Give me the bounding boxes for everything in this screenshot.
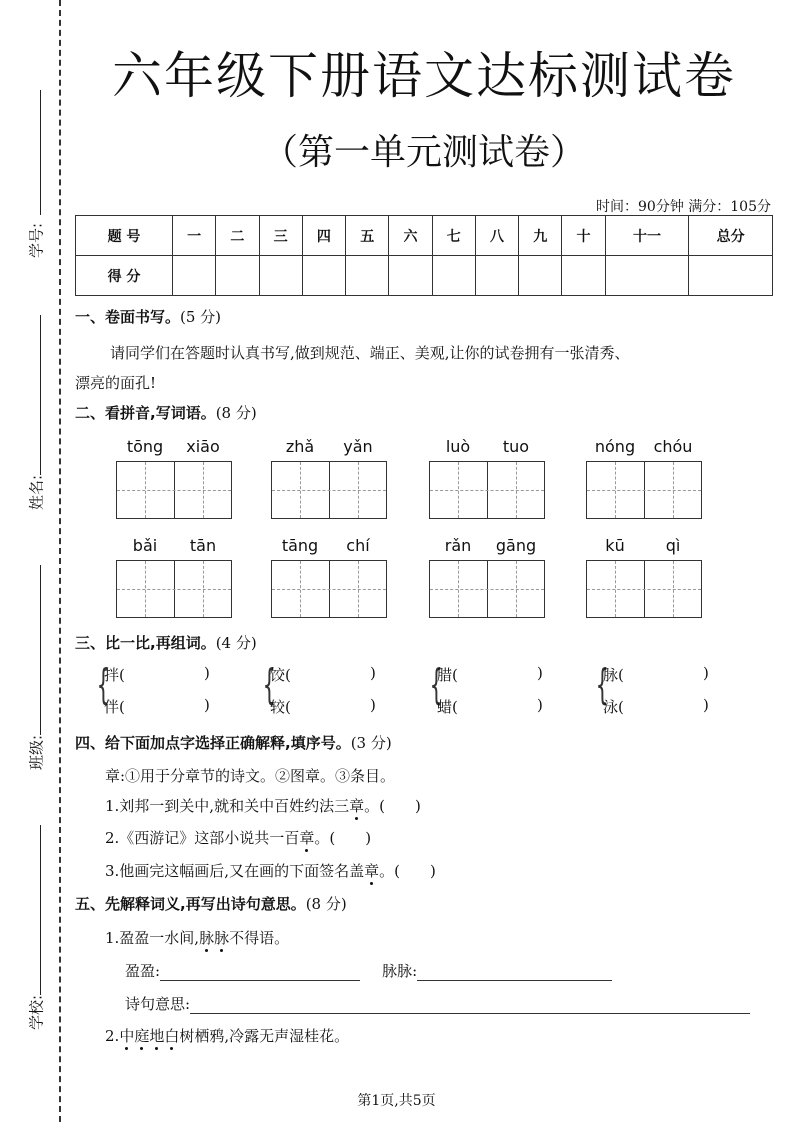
score-cell[interactable]	[605, 256, 689, 296]
answer-blank-close[interactable]: )	[703, 696, 709, 714]
dotted-char: 白	[164, 1027, 180, 1045]
q-text: 1.刘邦一到关中,就和关中百姓约法三	[105, 797, 350, 815]
pinyin: zhǎ	[285, 437, 315, 456]
class-line	[40, 565, 41, 735]
q-text: 2.《西游记》这部小说共一百	[105, 829, 300, 847]
brace: {	[595, 660, 610, 709]
row-label: 得 分	[76, 256, 173, 296]
header-cell: 题 号	[76, 216, 173, 256]
name-line	[40, 315, 41, 475]
writing-grid[interactable]	[116, 461, 232, 519]
header-cell: 十	[562, 216, 605, 256]
answer-blank[interactable]: 。( )	[364, 797, 421, 815]
header-cell: 十一	[605, 216, 689, 256]
header-cell: 四	[302, 216, 345, 256]
page-footer: 第1页,共5页	[357, 1093, 436, 1109]
score-cell[interactable]	[519, 256, 562, 296]
section-1-text: 请同学们在答题时认真书写,做到规范、端正、美观,让你的试卷拥有一张清秀、	[110, 344, 630, 362]
pinyin: qì	[665, 536, 681, 555]
label-maimai: 脉脉:	[382, 962, 418, 980]
page-subtitle: （第一单元测试卷）	[261, 132, 586, 173]
compare-char: 伴(	[104, 698, 125, 716]
score-cell[interactable]	[259, 256, 302, 296]
writing-grid[interactable]	[271, 560, 387, 618]
section-1-text-2: 漂亮的面孔!	[75, 374, 157, 392]
brace: {	[429, 660, 444, 709]
definition-line: 章:①用于分章节的诗文。②图章。③条目。	[105, 767, 396, 785]
compare-char: 腊(	[437, 666, 458, 684]
question-5-2	[105, 1025, 349, 1046]
school-line	[40, 825, 41, 995]
dotted-char: 庭	[134, 1027, 150, 1045]
points: (8 分)	[305, 895, 347, 913]
question-4-1	[105, 795, 421, 816]
q-text: 树栖鸦,冷露无声湿桂花。	[179, 1027, 350, 1045]
points: (4 分)	[215, 634, 257, 652]
compare-char: 较(	[270, 698, 291, 716]
dotted-char: 章	[299, 829, 315, 847]
student-no-label: 学号:	[27, 222, 46, 259]
pinyin: nóng	[594, 437, 636, 456]
dotted-char: 中	[119, 1027, 135, 1045]
answer-blank-close[interactable]: )	[703, 664, 709, 682]
answer-blank-close[interactable]: )	[370, 664, 376, 682]
pinyin: luò	[445, 437, 471, 456]
question-4-2	[105, 827, 371, 848]
pinyin: tān	[189, 536, 217, 555]
page-title: 六年级下册语文达标测试卷	[112, 47, 736, 105]
answer-blank-close[interactable]: )	[537, 696, 543, 714]
pinyin: tāng	[281, 536, 319, 555]
answer-blank-close[interactable]: )	[204, 696, 210, 714]
pinyin: tōng	[126, 437, 164, 456]
score-cell[interactable]	[562, 256, 605, 296]
dotted-char: 脉	[214, 929, 230, 947]
header-cell: 八	[475, 216, 518, 256]
pinyin: xiāo	[186, 437, 220, 456]
pinyin: chóu	[653, 437, 693, 456]
compare-char: 拌(	[104, 666, 125, 684]
answer-line-yingying[interactable]	[160, 966, 360, 981]
score-cell[interactable]	[475, 256, 518, 296]
score-table-row	[76, 256, 773, 296]
student-no-line	[40, 90, 41, 215]
score-cell[interactable]	[216, 256, 259, 296]
dotted-chars	[119, 1027, 179, 1045]
answer-blank-close[interactable]: )	[370, 696, 376, 714]
header-cell: 二	[216, 216, 259, 256]
section-5-heading	[75, 893, 347, 914]
header-cell: 三	[259, 216, 302, 256]
points: (3 分)	[350, 734, 392, 752]
time-info: 时间：90分钟 满分：105分	[596, 199, 771, 215]
header-cell: 七	[432, 216, 475, 256]
writing-grid[interactable]	[429, 560, 545, 618]
label-meaning: 诗句意思:	[125, 995, 191, 1013]
header-cell: 总分	[689, 216, 773, 256]
answer-line-meaning[interactable]	[190, 999, 750, 1014]
header-cell: 一	[173, 216, 216, 256]
dotted-char: 章	[364, 862, 380, 880]
compare-char: 泳(	[603, 698, 624, 716]
pinyin: yǎn	[343, 437, 373, 456]
header-cell: 五	[346, 216, 389, 256]
compare-char: 饺(	[270, 666, 291, 684]
q-text: 不得语。	[229, 929, 290, 947]
answer-blank[interactable]: 。( )	[314, 829, 372, 847]
writing-grid[interactable]	[586, 461, 702, 519]
pinyin: tuo	[502, 437, 530, 456]
points: (5 分)	[180, 308, 222, 326]
pinyin: kū	[605, 536, 625, 555]
dotted-chars	[199, 929, 229, 947]
points: (8 分)	[215, 404, 257, 422]
score-cell[interactable]	[432, 256, 475, 296]
writing-grid[interactable]	[116, 560, 232, 618]
heading-text: 四、给下面加点字选择正确解释,填序号。	[75, 734, 351, 752]
question-4-3	[105, 860, 436, 881]
writing-grid[interactable]	[271, 461, 387, 519]
heading-text: 一、卷面书写。	[75, 308, 181, 326]
heading-text: 三、比一比,再组词。	[75, 634, 216, 652]
heading-text: 五、先解释词义,再写出诗句意思。	[75, 895, 306, 913]
answer-line-maimai[interactable]	[417, 966, 612, 981]
heading-text: 二、看拼音,写词语。	[75, 404, 216, 422]
score-table-header	[76, 216, 773, 256]
header-cell: 六	[389, 216, 432, 256]
brace: {	[96, 660, 111, 709]
label-yingying: 盈盈:	[125, 962, 161, 980]
binding-dashed-line	[59, 0, 61, 1122]
name-label: 姓名:	[27, 474, 46, 511]
pinyin: chí	[346, 536, 370, 555]
q-text: 3.他画完这幅画后,又在画的下面签名盖	[105, 862, 365, 880]
score-cell[interactable]	[346, 256, 389, 296]
writing-grid[interactable]	[429, 461, 545, 519]
compare-char: 蜡(	[437, 698, 458, 716]
meaning-row	[125, 993, 750, 1014]
writing-grid[interactable]	[586, 560, 702, 618]
brace: {	[262, 660, 277, 709]
score-cell[interactable]	[302, 256, 345, 296]
school-label: 学校:	[27, 994, 46, 1031]
dotted-char: 地	[149, 1027, 165, 1045]
section-1-heading	[75, 306, 221, 327]
answer-line-row	[125, 960, 612, 981]
section-4-heading	[75, 732, 392, 753]
dotted-char: 脉	[199, 929, 215, 947]
compare-char: 脉(	[603, 666, 624, 684]
answer-blank-close[interactable]: )	[204, 664, 210, 682]
pinyin: rǎn	[444, 536, 472, 555]
score-cell[interactable]	[689, 256, 773, 296]
class-label: 班级:	[27, 734, 46, 771]
header-cell: 九	[519, 216, 562, 256]
pinyin: gāng	[495, 536, 537, 555]
score-cell[interactable]	[389, 256, 432, 296]
dotted-char: 章	[349, 797, 365, 815]
section-2-heading	[75, 402, 257, 423]
q-text: 2.	[105, 1027, 120, 1045]
answer-blank-close[interactable]: )	[537, 664, 543, 682]
score-cell[interactable]	[173, 256, 216, 296]
question-5-1	[105, 927, 289, 948]
q-text: 1.盈盈一水间,	[105, 929, 200, 947]
section-3-heading	[75, 632, 257, 653]
answer-blank[interactable]: 。( )	[379, 862, 436, 880]
score-table	[75, 215, 773, 296]
pinyin: bǎi	[132, 536, 158, 555]
